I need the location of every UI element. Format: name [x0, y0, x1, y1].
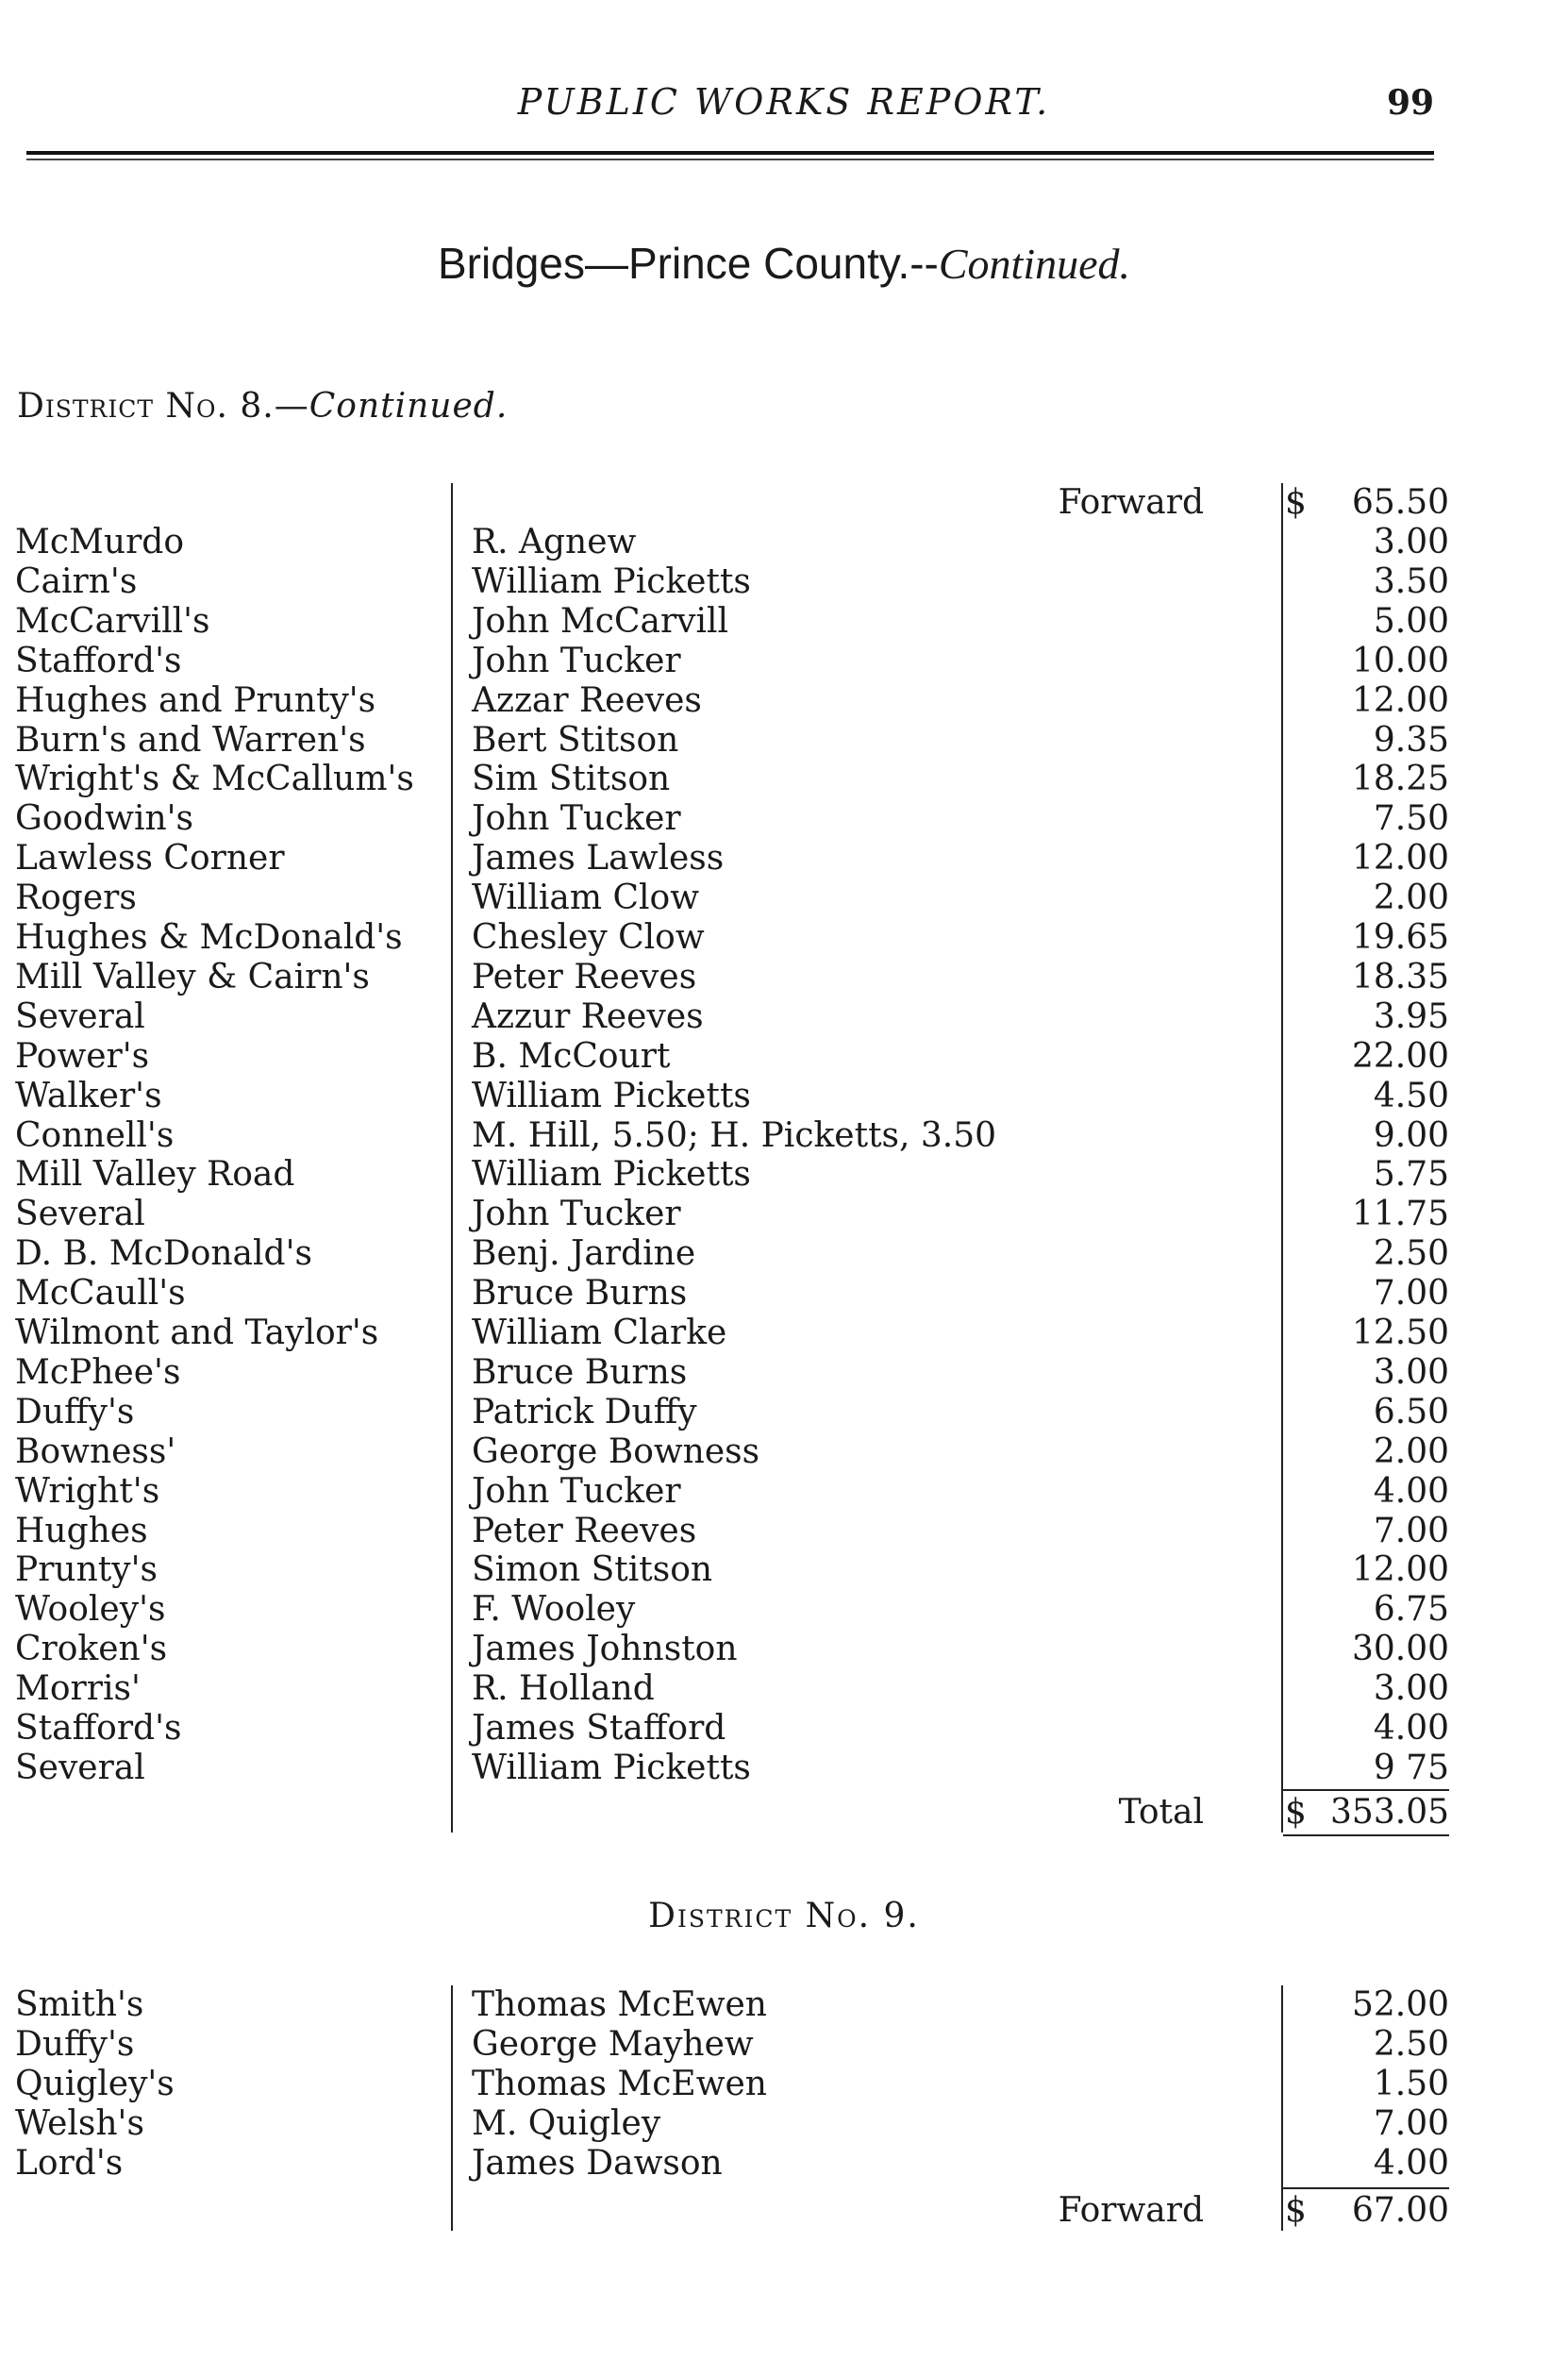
bridge-name: Quigley's — [15, 2065, 175, 2103]
district-9-forward-row — [0, 2191, 1568, 2231]
contractor-name: Patrick Duffy — [472, 1392, 697, 1431]
contractor-name: Azzur Reeves — [472, 996, 704, 1036]
bridge-name: Lawless Corner — [15, 839, 285, 879]
bridge-name: Wright's & McCallum's — [15, 760, 414, 799]
district-8-label: District No. 8.— — [17, 387, 309, 426]
amount: 4.00 — [1373, 1709, 1449, 1748]
amount: 2.00 — [1373, 879, 1449, 918]
contractor-name: Bruce Burns — [472, 1352, 688, 1392]
amount: 5.75 — [1373, 1155, 1449, 1195]
contractor-name: George Bowness — [472, 1431, 760, 1471]
table-row — [0, 997, 1568, 1037]
table-row — [0, 958, 1568, 997]
table-row — [0, 1393, 1568, 1432]
amount: 3.00 — [1373, 1669, 1449, 1709]
contractor-name: Bruce Burns — [472, 1274, 688, 1314]
forward-amount: 67.00 — [1351, 2191, 1449, 2230]
table-row — [0, 1353, 1568, 1393]
forward-label: Forward — [1058, 2191, 1204, 2230]
table-row — [0, 1590, 1568, 1630]
table-row — [0, 1472, 1568, 1512]
bridge-name: McCarvill's — [15, 601, 210, 641]
amount: 9 75 — [1373, 1748, 1449, 1787]
table-row — [0, 1155, 1568, 1195]
header-rule-thin — [26, 159, 1434, 160]
contractor-name: James Dawson — [472, 2144, 723, 2183]
section-title-continued: Continued. — [938, 240, 1131, 288]
contractor-name: James Stafford — [472, 1709, 726, 1748]
table-row — [0, 642, 1568, 681]
bridge-name: D. B. McDonald's — [15, 1234, 312, 1274]
contractor-name: R. Agnew — [472, 523, 637, 561]
district-8-total-row — [0, 1793, 1568, 1833]
contractor-name: John Tucker — [472, 1471, 681, 1511]
district-8-forward-row — [0, 483, 1568, 523]
district-8-continued: Continued. — [309, 387, 509, 426]
amount: 4.50 — [1373, 1076, 1449, 1115]
amount: 7.00 — [1373, 1511, 1449, 1550]
bridge-name: Bowness' — [15, 1431, 176, 1471]
table-row — [0, 1512, 1568, 1551]
section-title — [0, 238, 1568, 289]
amount: 52.00 — [1351, 1985, 1449, 2024]
table-row — [0, 1630, 1568, 1669]
table-row — [0, 1037, 1568, 1077]
contractor-name: F. Wooley — [472, 1590, 636, 1630]
table-row — [0, 1116, 1568, 1156]
district-8-heading — [17, 387, 508, 426]
total-rule — [1283, 1789, 1449, 1791]
amount: 4.00 — [1373, 1471, 1449, 1511]
contractor-name: Simon Stitson — [472, 1550, 713, 1590]
bridge-name: Burn's and Warren's — [15, 720, 366, 760]
bridge-name: Several — [15, 1195, 145, 1234]
amount: 12.00 — [1351, 839, 1449, 879]
bridge-name: Hughes & McDonald's — [15, 918, 403, 957]
table-row — [0, 2144, 1568, 2184]
bridge-name: Walker's — [15, 1076, 162, 1115]
bridge-name: Cairn's — [15, 561, 138, 601]
amount: 12.50 — [1351, 1314, 1449, 1352]
amount: 2.50 — [1373, 2025, 1449, 2064]
bridge-name: Stafford's — [15, 1709, 182, 1748]
bridge-name: Mill Valley & Cairn's — [15, 957, 370, 996]
table-row — [0, 1669, 1568, 1709]
contractor-name: Thomas McEwen — [472, 1985, 767, 2024]
table-row — [0, 1077, 1568, 1116]
table-row — [0, 1749, 1568, 1788]
bridge-name: Connell's — [15, 1115, 175, 1155]
bridge-name: McCaull's — [15, 1274, 186, 1314]
table-row — [0, 1314, 1568, 1353]
amount: 3.50 — [1373, 561, 1449, 601]
contractor-name: John Tucker — [472, 799, 681, 839]
bridge-name: Prunty's — [15, 1550, 158, 1590]
amount: 1.50 — [1373, 2065, 1449, 2103]
contractor-name: Bert Stitson — [472, 720, 679, 760]
amount: 7.00 — [1373, 1274, 1449, 1314]
dollar-sign: $ — [1285, 2191, 1307, 2230]
contractor-name: Chesley Clow — [472, 918, 705, 957]
table-row — [0, 879, 1568, 918]
amount: 22.00 — [1351, 1036, 1449, 1076]
running-header-title: PUBLIC WORKS REPORT. — [517, 81, 1051, 123]
forward-label: Forward — [1058, 483, 1204, 522]
amount: 18.25 — [1351, 760, 1449, 799]
amount: 5.00 — [1373, 601, 1449, 641]
amount: 3.00 — [1373, 523, 1449, 561]
total-label: Total — [1118, 1793, 1204, 1832]
bridge-name: McMurdo — [15, 523, 184, 561]
table-row — [0, 1274, 1568, 1314]
table-row — [0, 721, 1568, 761]
amount: 2.00 — [1373, 1431, 1449, 1471]
table-row — [0, 839, 1568, 879]
forward-amount: 65.50 — [1351, 483, 1449, 522]
bridge-name: Wilmont and Taylor's — [15, 1314, 379, 1352]
table-row — [0, 681, 1568, 721]
table-row — [0, 918, 1568, 958]
contractor-name: B. McCourt — [472, 1036, 671, 1076]
bridge-name: Several — [15, 996, 145, 1036]
amount: 19.65 — [1351, 918, 1449, 957]
amount: 9.35 — [1373, 720, 1449, 760]
table-row — [0, 1709, 1568, 1749]
bridge-name: Morris' — [15, 1669, 141, 1709]
district-9-label: District No. 9. — [648, 1897, 920, 1935]
amount: 10.00 — [1351, 641, 1449, 680]
bridge-name: Smith's — [15, 1985, 144, 2024]
table-row — [0, 2025, 1568, 2065]
table-row — [0, 1985, 1568, 2025]
bridge-name: Welsh's — [15, 2104, 144, 2143]
table-row — [0, 1550, 1568, 1590]
contractor-name: R. Holland — [472, 1669, 655, 1709]
bridge-name: Mill Valley Road — [15, 1155, 295, 1195]
page-number: 99 — [1387, 83, 1435, 123]
amount: 30.00 — [1351, 1630, 1449, 1669]
contractor-name: William Clow — [472, 879, 700, 918]
bridge-name: Several — [15, 1748, 145, 1787]
total-amount: 353.05 — [1330, 1793, 1449, 1832]
table-row — [0, 1195, 1568, 1234]
contractor-name: Sim Stitson — [472, 760, 671, 799]
table-row — [0, 2065, 1568, 2104]
contractor-name: James Johnston — [472, 1630, 738, 1669]
table-row — [0, 2104, 1568, 2144]
bridge-name: Wright's — [15, 1471, 160, 1511]
bridge-name: Hughes — [15, 1511, 148, 1550]
contractor-name: James Lawless — [472, 839, 725, 879]
amount: 9.00 — [1373, 1115, 1449, 1155]
contractor-name: John Tucker — [472, 641, 681, 680]
contractor-name: Benj. Jardine — [472, 1234, 696, 1274]
bridge-name: Lord's — [15, 2144, 124, 2183]
contractor-name: George Mayhew — [472, 2025, 754, 2064]
contractor-name: Azzar Reeves — [472, 680, 702, 720]
amount: 11.75 — [1351, 1195, 1449, 1234]
bridge-name: McPhee's — [15, 1352, 181, 1392]
table-row — [0, 1234, 1568, 1274]
amount: 12.00 — [1351, 1550, 1449, 1590]
bridge-name: Wooley's — [15, 1590, 166, 1630]
amount: 7.50 — [1373, 799, 1449, 839]
contractor-name: William Picketts — [472, 561, 751, 601]
contractor-name: Peter Reeves — [472, 1511, 697, 1550]
forward-rule — [1283, 2187, 1449, 2189]
amount: 6.75 — [1373, 1590, 1449, 1630]
contractor-name: Peter Reeves — [472, 957, 697, 996]
contractor-name: William Picketts — [472, 1748, 751, 1787]
contractor-name: William Picketts — [472, 1155, 751, 1195]
dollar-sign: $ — [1285, 483, 1307, 522]
bridge-name: Duffy's — [15, 1392, 135, 1431]
amount: 6.50 — [1373, 1392, 1449, 1431]
table-row — [0, 562, 1568, 602]
header-rule — [26, 151, 1434, 155]
amount: 3.95 — [1373, 996, 1449, 1036]
bridge-name: Hughes and Prunty's — [15, 680, 376, 720]
contractor-name: John Tucker — [472, 1195, 681, 1234]
amount: 18.35 — [1351, 957, 1449, 996]
table-row — [0, 523, 1568, 562]
bridge-name: Goodwin's — [15, 799, 194, 839]
contractor-name: William Clarke — [472, 1314, 727, 1352]
contractor-name: Thomas McEwen — [472, 2065, 767, 2103]
amount: 4.00 — [1373, 2144, 1449, 2183]
contractor-name: William Picketts — [472, 1076, 751, 1115]
dollar-sign: $ — [1285, 1793, 1307, 1832]
table-row — [0, 799, 1568, 839]
total-underline — [1283, 1834, 1449, 1836]
contractor-name: M. Hill, 5.50; H. Picketts, 3.50 — [472, 1115, 997, 1155]
bridge-name: Power's — [15, 1036, 150, 1076]
contractor-name: M. Quigley — [472, 2104, 661, 2143]
bridge-name: Stafford's — [15, 641, 182, 680]
amount: 2.50 — [1373, 1234, 1449, 1274]
section-title-main: Bridges—Prince County.-- — [437, 239, 939, 288]
table-row — [0, 1432, 1568, 1472]
amount: 12.00 — [1351, 680, 1449, 720]
district-9-heading — [0, 1897, 1568, 1935]
table-row — [0, 760, 1568, 799]
bridge-name: Croken's — [15, 1630, 168, 1669]
contractor-name: John McCarvill — [472, 601, 729, 641]
table-row — [0, 602, 1568, 642]
bridge-name: Duffy's — [15, 2025, 135, 2064]
amount: 7.00 — [1373, 2104, 1449, 2143]
bridge-name: Rogers — [15, 879, 137, 918]
amount: 3.00 — [1373, 1352, 1449, 1392]
